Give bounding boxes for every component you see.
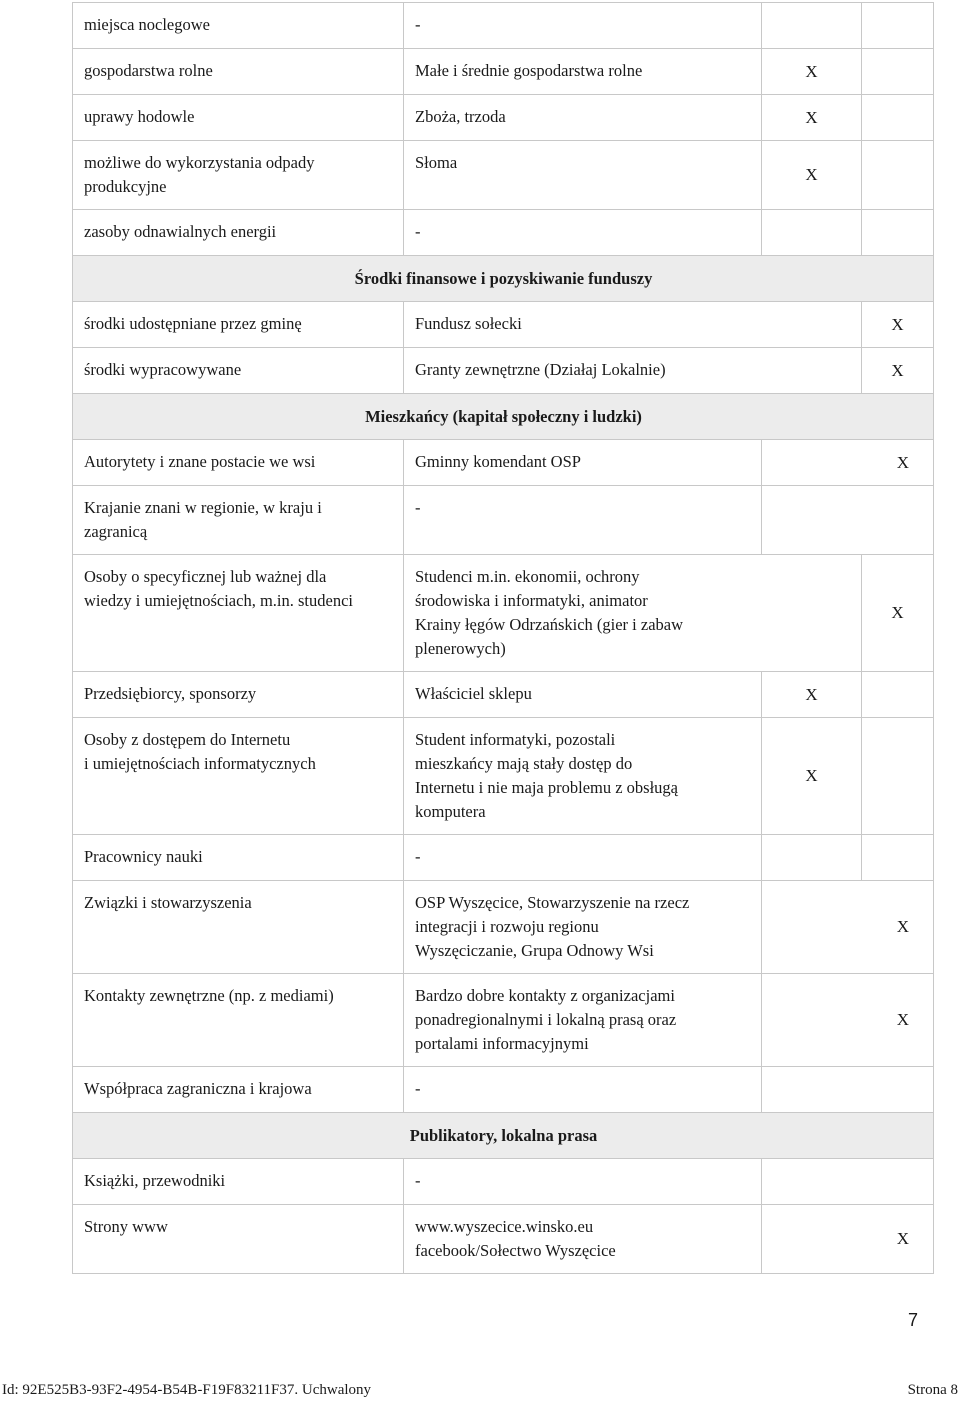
row-value: Małe i średnie gospodarstwa rolne [404, 49, 762, 95]
row-value: Fundusz sołecki [404, 302, 862, 348]
row-label: Współpraca zagraniczna i krajowa [73, 1067, 404, 1113]
row-mark [762, 3, 862, 49]
row-value: - [404, 3, 762, 49]
row-value: - [404, 1067, 762, 1113]
table-row [73, 718, 934, 835]
row-value: www.wyszecice.winsko.eu facebook/Sołectwo Wyszęcice [404, 1205, 762, 1274]
row-mark: X [762, 718, 862, 835]
footer-page-label: Strona 8 [907, 1382, 958, 1398]
row-label: zasoby odnawialnych energii [73, 210, 404, 256]
section-title: Publikatory, lokalna prasa [73, 1113, 934, 1159]
row-value: Słoma [404, 141, 762, 210]
table-row [73, 141, 934, 210]
row-label: Kontakty zewnętrzne (np. z mediami) [73, 974, 404, 1067]
row-mark: X [762, 95, 862, 141]
row-label: Osoby z dostępem do Internetu i umiejętnościach informatycznych [73, 718, 404, 835]
row-label: środki udostępniane przez gminę [73, 302, 404, 348]
row-value: Student informatyki, pozostali mieszkańcy mają stały dostęp do Internetu i nie maja problemu z obsługą komputera [404, 718, 762, 835]
table-row [73, 1205, 934, 1274]
row-label: Pracownicy nauki [73, 835, 404, 881]
row-extra [862, 49, 934, 95]
row-extra [862, 672, 934, 718]
row-value: Granty zewnętrzne (Działaj Lokalnie) [404, 348, 862, 394]
row-label: Książki, przewodniki [73, 1159, 404, 1205]
row-label: środki wypracowywane [73, 348, 404, 394]
row-mark [762, 1159, 934, 1205]
table-row [73, 1067, 934, 1113]
resources-table [72, 2, 934, 1274]
table-row [73, 210, 934, 256]
row-mark: X [762, 881, 934, 974]
row-label: miejsca noclegowe [73, 3, 404, 49]
section-title: Środki finansowe i pozyskiwanie funduszy [73, 256, 934, 302]
row-extra [862, 718, 934, 835]
row-mark: X [862, 302, 934, 348]
row-mark [762, 1067, 934, 1113]
table-row [73, 302, 934, 348]
table-row [73, 1159, 934, 1205]
row-label: uprawy hodowle [73, 95, 404, 141]
table-row [73, 486, 934, 555]
row-mark: X [762, 1205, 934, 1274]
row-value: - [404, 1159, 762, 1205]
table-row [73, 974, 934, 1067]
table-row [73, 555, 934, 672]
row-mark: X [762, 440, 934, 486]
table-row [73, 835, 934, 881]
row-value: Właściciel sklepu [404, 672, 762, 718]
page-number: 7 [908, 1310, 919, 1330]
row-mark: X [762, 141, 862, 210]
row-value: - [404, 486, 762, 555]
row-value: Gminny komendant OSP [404, 440, 762, 486]
table-row [73, 881, 934, 974]
row-extra [862, 95, 934, 141]
row-mark: X [762, 974, 934, 1067]
footer-document-id: Id: 92E525B3-93F2-4954-B54B-F19F83211F37. Uchwalony [2, 1382, 372, 1398]
section-title: Mieszkańcy (kapitał społeczny i ludzki) [73, 394, 934, 440]
row-mark: X [862, 555, 934, 672]
row-value: Zboża, trzoda [404, 95, 762, 141]
table-row [73, 348, 934, 394]
row-mark [762, 835, 862, 881]
row-label: Przedsiębiorcy, sponsorzy [73, 672, 404, 718]
section-header-publications [73, 1113, 934, 1159]
section-header-finance [73, 256, 934, 302]
table-row [73, 672, 934, 718]
row-label: Strony www [73, 1205, 404, 1274]
row-value: OSP Wyszęcice, Stowarzyszenie na rzecz integracji i rozwoju regionu Wyszęciczanie, Grupa Odnowy Wsi [404, 881, 762, 974]
table-row [73, 95, 934, 141]
row-extra [862, 835, 934, 881]
row-mark: X [862, 348, 934, 394]
row-mark [762, 486, 934, 555]
row-extra [862, 141, 934, 210]
row-value: Studenci m.in. ekonomii, ochrony środowiska i informatyki, animator Krainy łęgów Odrzańskich (gier i zabaw plenerowych) [404, 555, 862, 672]
row-extra [862, 3, 934, 49]
row-value: - [404, 210, 762, 256]
table-row [73, 49, 934, 95]
table-row [73, 3, 934, 49]
row-label: Związki i stowarzyszenia [73, 881, 404, 974]
section-header-residents [73, 394, 934, 440]
row-value: Bardzo dobre kontakty z organizacjami ponadregionalnymi i lokalną prasą oraz portalami informacyjnymi [404, 974, 762, 1067]
row-label: możliwe do wykorzystania odpady produkcyjne [73, 141, 404, 210]
row-mark [762, 210, 862, 256]
row-label: Osoby o specyficznej lub ważnej dla wiedzy i umiejętnościach, m.in. studenci [73, 555, 404, 672]
row-label: Autorytety i znane postacie we wsi [73, 440, 404, 486]
table-row [73, 440, 934, 486]
row-extra [862, 210, 934, 256]
row-label: Krajanie znani w regionie, w kraju i zagranicą [73, 486, 404, 555]
row-mark: X [762, 672, 862, 718]
row-mark: X [762, 49, 862, 95]
row-value: - [404, 835, 762, 881]
row-label: gospodarstwa rolne [73, 49, 404, 95]
